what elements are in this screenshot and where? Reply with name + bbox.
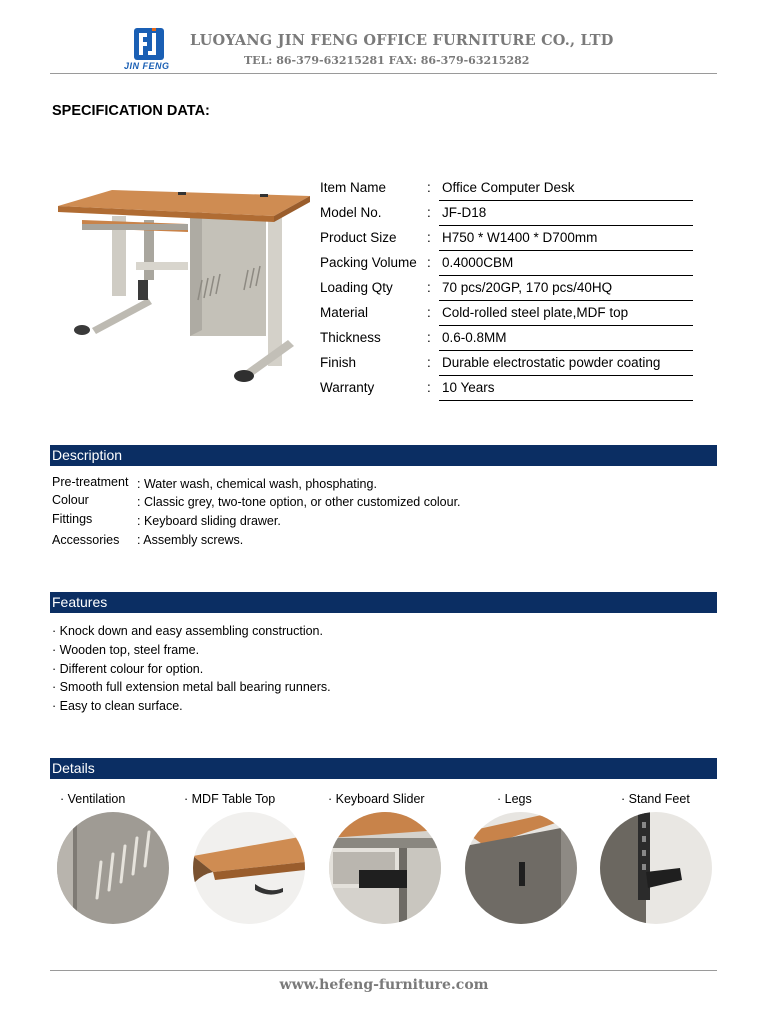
description-value: : Water wash, chemical wash, phosphating. xyxy=(137,477,377,491)
description-key: Accessories xyxy=(52,533,120,547)
spec-colon: : xyxy=(427,180,431,195)
spec-value: Office Computer Desk xyxy=(442,180,575,195)
spec-key: Product Size xyxy=(320,230,397,245)
spec-colon: : xyxy=(427,355,431,370)
spec-key: Material xyxy=(320,305,369,320)
detail-label-keyboard-slider: · Keyboard Slider xyxy=(328,792,425,806)
spec-value: 0.6-0.8MM xyxy=(442,330,507,345)
spec-value: JF-D18 xyxy=(442,205,487,220)
company-contact: TEL: 86-379-63215281 FAX: 86-379-63215282 xyxy=(244,54,530,67)
spec-colon: : xyxy=(427,280,431,295)
detail-label-table-top: · MDF Table Top xyxy=(184,792,276,806)
spec-value: Cold-rolled steel plate,MDF top xyxy=(442,305,629,320)
spec-key: Model No. xyxy=(320,205,382,220)
spec-underline xyxy=(439,250,693,251)
feature-item: · Different colour for option. xyxy=(52,662,204,676)
details-heading: Details xyxy=(50,758,717,779)
spec-key: Packing Volume xyxy=(320,255,417,270)
feature-item: · Easy to clean surface. xyxy=(52,699,183,713)
spec-row xyxy=(320,180,694,205)
description-value: : Keyboard sliding drawer. xyxy=(137,514,281,528)
detail-image-stand-feet xyxy=(600,812,712,924)
header-divider xyxy=(50,73,717,74)
spec-row xyxy=(320,255,694,280)
spec-key: Finish xyxy=(320,355,357,370)
spec-colon: : xyxy=(427,255,431,270)
website-footer[interactable]: www.hefeng-furniture.com xyxy=(279,977,489,993)
spec-value: 10 Years xyxy=(442,380,495,395)
feature-item: · Knock down and easy assembling construction. xyxy=(52,624,323,638)
detail-image-ventilation xyxy=(57,812,169,924)
spec-row xyxy=(320,330,694,355)
spec-row xyxy=(320,355,694,380)
spec-key: Thickness xyxy=(320,330,381,345)
spec-row xyxy=(320,280,694,305)
spec-underline xyxy=(439,200,693,201)
description-value: : Assembly screws. xyxy=(137,533,244,547)
spec-underline xyxy=(439,225,693,226)
footer-divider xyxy=(50,970,717,971)
spec-title: SPECIFICATION DATA: xyxy=(52,103,210,119)
product-image xyxy=(52,180,314,390)
description-key: Fittings xyxy=(52,512,93,526)
spec-colon: : xyxy=(427,230,431,245)
detail-label-legs: · Legs xyxy=(497,792,532,806)
spec-colon: : xyxy=(427,305,431,320)
spec-row xyxy=(320,380,694,405)
feature-item: · Smooth full extension metal ball bearing runners. xyxy=(52,680,331,694)
spec-row xyxy=(320,230,694,255)
spec-underline xyxy=(439,275,693,276)
feature-item: · Wooden top, steel frame. xyxy=(52,643,200,657)
spec-underline xyxy=(439,400,693,401)
detail-label-stand-feet: · Stand Feet xyxy=(621,792,690,806)
spec-value: Durable electrostatic powder coating xyxy=(442,355,661,370)
detail-label-ventilation: · Ventilation xyxy=(60,792,126,806)
spec-underline xyxy=(439,300,693,301)
features-heading: Features xyxy=(50,592,717,613)
spec-colon: : xyxy=(427,330,431,345)
detail-image-legs xyxy=(465,812,577,924)
spec-key: Item Name xyxy=(320,180,387,195)
spec-colon: : xyxy=(427,205,431,220)
spec-colon: : xyxy=(427,380,431,395)
logo-text: JIN FENG xyxy=(124,61,170,71)
description-heading: Description xyxy=(50,445,717,466)
spec-key: Loading Qty xyxy=(320,280,393,295)
description-value: : Classic grey, two-tone option, or other customized colour. xyxy=(137,495,461,509)
detail-image-table-top xyxy=(193,812,305,924)
spec-value: 70 pcs/20GP, 170 pcs/40HQ xyxy=(442,280,613,295)
spec-underline xyxy=(439,325,693,326)
spec-row xyxy=(320,205,694,230)
detail-image-keyboard-slider xyxy=(329,812,441,924)
spec-value: 0.4000CBM xyxy=(442,255,514,270)
company-name: LUOYANG JIN FENG OFFICE FURNITURE CO., LTD xyxy=(190,32,614,49)
spec-underline xyxy=(439,375,693,376)
spec-row xyxy=(320,305,694,330)
description-key: Pre-treatment xyxy=(52,475,129,489)
description-key: Colour xyxy=(52,493,89,507)
spec-key: Warranty xyxy=(320,380,375,395)
spec-value: H750 * W1400 * D700mm xyxy=(442,230,598,245)
spec-underline xyxy=(439,350,693,351)
